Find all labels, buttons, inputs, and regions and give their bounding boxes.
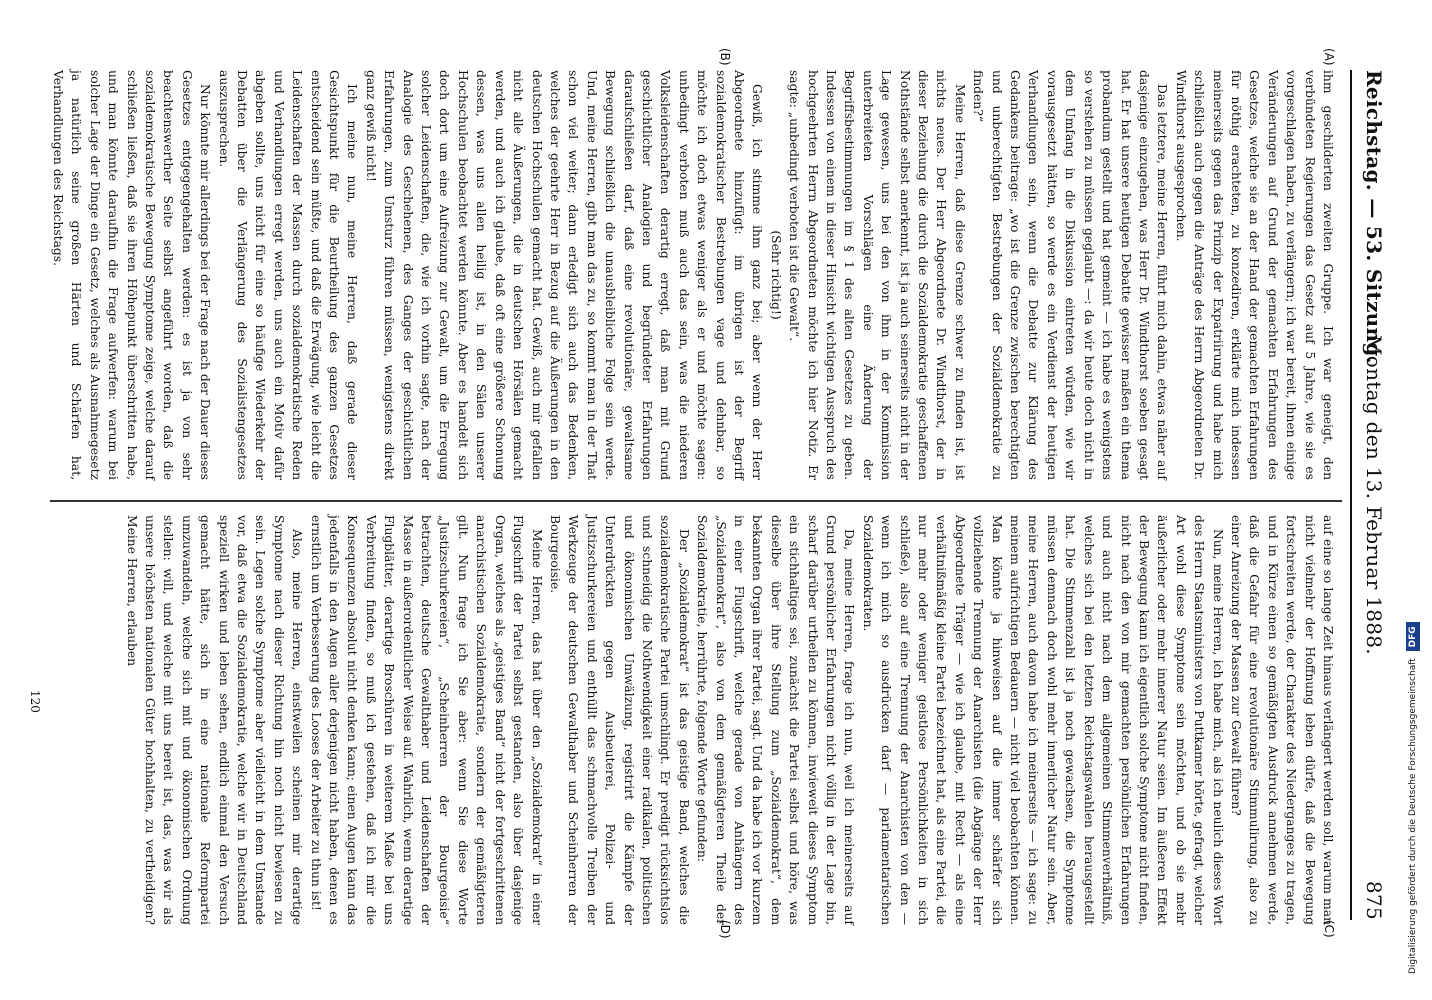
paragraph: Da, meine Herren, frage ich nun, weil ich meinerseits auf Grund persönlicher Erfahrungen nicht völlig in der Lage bin, scharf darüber urtheilen zu können, inwieweit dieses Symptom ein stichhaltiges sei, zunächst die Partei selbst und höre, was dieselbe über ihre Stellung zum „Sozialdemokrat“, dem bekannten Organ ihrer Partei, sagt. Und da habe ich vor kurzem in einer Flugschrift, welche gerade von Anhängern des „Sozialdemokrat“, also von dem gemäßigteren Theile der Sozialdemokratie, herrührte, folgende Worte gefunden: bbox=[695, 515, 857, 925]
margin-marker-c: (C) bbox=[1322, 920, 1336, 938]
paragraph: Ich meine nun, meine Herren, daß gerade dieser Gesichtspunkt für die Beurtheilung des ganzen Gesetzes entscheidend sein müßte, und daß die Erwägung, wie leicht die Leidenschaften der Massen durch sozialdemokratische Reden und Verhandlungen erregt werden, uns auch ein Motiv dafür abgeben sollte, uns nicht für eine so häufige Wiederkehr der Debatten über die Verlängerung des Sozialistengesetzes auszusprechen. bbox=[216, 70, 360, 480]
folio-number: 120 bbox=[28, 690, 42, 713]
margin-marker-d: (D) bbox=[718, 920, 732, 939]
left-column bbox=[49, 70, 1337, 480]
paragraph: ihm geschilderten zweiten Gruppe. Ich war geneigt, den verbündeten Regierungen das Gesetz auf 5 Jahre, wie sie es vorgeschlagen haben, zu verlängern; ich war bereit, ihnen einige Veränderungen auf Grund der gemachten Erfahrungen des Gesetzes, welche sie an der Hand der gemachten Erfahrungen für nöthig erachteten, zu konzediren, erklärte mich indessen meinerseits gegen das Prinzip der Expatriirung und habe mich schließlich auch gegen die Anträge des Herrn Abgeordneten Dr. Windthorst ausgesprochen. bbox=[1173, 70, 1335, 480]
paragraph: Gewiß, ich stimme ihm ganz bei; aber wenn der Herr Abgeordnete hinzufügt: im übrigen ist der Begriff sozialdemokratischer Bestrebungen vage und dehnbar, so möchte ich doch etwas weniger als er und möchte sagen: unbedingt verboten muß auch das sein, was die niederen Volksleidenschaften derartig erregt, daß man mit Grund geschichtlicher Analogien und begründeter Erfahrungen daraufschließen darf, daß eine revolutionäre, gewaltsame Bewegung schließlich die unausbleibliche Folge sein werde. Und, meine Herren, gibt man das zu, so kommt man in der That schon viel weiter; dann erledigt sich auch das Bedenken, welches der geehrte Herr in Bezug auf die Äußerungen in den deutschen Hochschulen gemacht hat. Gewiß, auch mir gefallen nicht alle Äußerungen, die in deutschen Hörsälen gemacht werden, und auch ich glaube, daß oft eine größere Schonung dessen, was uns allen heilig ist, in den Sälen unserer Hochschulen beobachtet werden könnte. Aber es handelt sich doch dort um eine Aufreizung zur Gewalt, um die Erregung solcher Leidenschaften, die, wie ich vorhin sagte, nach der Analogie des Geschehenen, des Ganges der geschichtlichen Erfahrungen, zum Umsturz führen müssen, wenigstens direkt ganz gewiß nicht! bbox=[363, 70, 765, 480]
page-header bbox=[1358, 70, 1392, 920]
digitization-note: Digitalisierung gefördert durch die Deutsche Forschungsgemeinschaft bbox=[1408, 658, 1418, 974]
header-session: Reichstag. — 53. Sitzung. bbox=[1362, 70, 1386, 364]
right-column bbox=[122, 515, 1337, 925]
interjection: (Sehr richtig!) bbox=[768, 230, 783, 320]
header-page-number: 875 bbox=[1362, 880, 1386, 920]
column-divider bbox=[50, 500, 1342, 502]
margin-marker-a: (A) bbox=[1322, 48, 1336, 66]
margin-marker-b: (B) bbox=[718, 48, 732, 66]
paragraph: auf eine so lange Zeit hinaus verlängert werden soll, warum man nicht vielmehr der Hoffnung leben dürfe, daß die Bewegung fortschreiten werde, der Charakter des Niederganges zu tragen, und in Kürze einen so gemäßigten Ausdruck annehmen werde, daß die Gefahr für eine revolutionäre Stimmulirung, also zu einer Anreizung der Massen zur Gewalt führen? bbox=[1228, 515, 1335, 925]
paragraph: Meine Herren, daß diese Grenze schwer zu finden ist, ist nichts neues. Der Herr Abgeordnete Dr. Windthorst, der in dieser Beziehung die durch die Sozialdemokratie geschaffenen Nothstände selbst anerkennt, ist ja auch seinerseits nicht in der Lage gewesen, uns bei den von ihm in der Kommission unterbreiteten Vorschlägen eine Änderung der Begriffsbestimmungen im § 1 des alten Gesetzes zu geben. Indessen von einem in dieser Hinsicht wichtigen Ausspruch des hochgeehrten Herrn Abgeordneten möchte ich hier Notiz. Er sagte: „unbedingt verboten ist die Gewalt“. bbox=[787, 70, 967, 480]
paragraph: Meine Herren, das hat über den „Sozialdemokrat“ in einer Flugschrift der Partei selbst gestanden, also über dasjenige Organ, welches als „geistiges Band“ nicht der fortgeschrittenen anarchistischen Sozialdemokratie, sondern der gemäßigteren gilt. Nun frage ich Sie aber: wenn Sie diese Worte „Justizschurkereien“, „Scheinherren der Bourgeoisie“ betrachten, deutsche Gewalthaber und Leidenschaften der Masse in außerordentlicher Weise auf. Wahrlich, wenn derartige Flugblätter, derartige Broschüren in weiterem Maße bei uns Verbreitung finden, so muß ich gestehen, daß ich mir die Konsequenzen absolut nicht denken kann; einen Augen kann das jedenfalls in den Augen aller derjenigen nicht haben, denen es ernstlich um Verbesserung des Looses der Arbeiter zu thun ist! bbox=[308, 515, 544, 925]
digitization-credit bbox=[1398, 20, 1428, 980]
quotation: Der „Sozialdemokrat“ ist das geistige Band, welches die sozialdemokratische Partei umschlingt. Er predigt rücksichtslos und schneidig die Nothwendigkeit einer radikalen, politischen und ökonomischen Umwälzung, registrirt die Kämpfe der Unterdrückten gegen Ausbeuterei, Polizei- und Justizschurkereien und enthüllt das schmachvolle Treiben der Werkzeuge der deutschen Gewalthaber und Scheinherren der Bourgeoisie. bbox=[547, 515, 691, 925]
paragraph: Also, meine Herren, einstweilen scheinen mir derartige Symptome nach dieser Richtung hin noch nicht bewiesen zu sein. Legen solche Symptome aber vielleicht in dem Umstande vor, daß etwa die Sozialdemokratie, welche wir in Deutschland speziell wirken und leben sehen, endlich einmal den Versuch gemacht hätte, sich in eine nationale Reformpartei umzuwandeln, welche sich mit und ökonomischen Ordnung stellen: will, und welche mit uns bereit ist, das, was wir als unsere höchsten nationalen Güter hochhalten, zu vertheidigen? Meine Herren, erlauben bbox=[124, 515, 305, 925]
paragraph: Das letztere, meine Herren, führt mich dahin, etwas näher auf dasjenige einzugehen, was Herr Dr. Windthorst soeben gesagt hat. Er hat unsere heutigen Debatte gewisser maßen ein thema probandum gestellt und hat gemeint — ich habe es wenigstens so verstehen zu müssen geglaubt —: da wir heute doch nicht in dem Umfang in die Diskussion eintreten würden, wie wir vorausgesetzt hätten, so werde es ein Verdienst der heutigen Verhandlungen sein, wenn die Debatte zur Klärung des Gedankens beitrage: „wo ist die Grenze zwischen berechtigten und unberechtigten Bestrebungen der Sozialdemokratie zu finden?“ bbox=[971, 70, 1170, 480]
header-date: Montag den 13. Februar 1888. bbox=[1362, 335, 1386, 655]
dfg-logo: DFG bbox=[1406, 622, 1420, 651]
paragraph: Nun, meine Herren, ich habe mich, als ich neulich dieses Wort des Herrn Staatsministers von Puttkamer hörte, gefragt, welcher Art wohl diese Symptome sein möchten, und ob sie mehr äußerlicher oder mehr innerer Natur seien. Im äußeren Effekt der Bewegung kann ich eigentlich solche Symptome nicht finden, nicht nach den von mir gemachten persönlichen Erfahrungen und auch nicht nach dem allgemeinen Stimmenverhältniß, welches sich bei den letzten Reichstagswahlen herausgestellt hat. Die Stimmenzahl ist ja noch gewachsen, die Symptome müssen demnach doch wohl mehr innerlicher Natur sein. Aber, meine Herren, auch davon habe ich meinerseits — ich sage: zu meinem aufrichtigen Bedauern — nicht viel beobachten können. Man könnte ja hinweisen auf die immer schärfer sich vollziehende Trennung der Anarchisten (die Abgänge der Herr Abgeordnete Träger — wie ich glaube, mit Recht — als eine verhältnißmäßig kleine Partei bezeichnet hat, als eine Partei, die nur mehr oder weniger geistlose Persönlichkeiten in sich schließe), also auf eine Trennung der Anarchisten von den — wenn ich mich so ausdrücken darf — parlamentarischen Sozialdemokraten. bbox=[860, 515, 1225, 925]
header-rule bbox=[1350, 70, 1352, 920]
paragraph: Nur könnte mir allerdings bei der Frage nach der Dauer dieses Gesetzes entgegengehalten werden: es ist ja von sehr beachtenswerther Seite selbst angeführt worden, daß die sozialdemokratische Bewegung Symptome zeige, welche darauf schließen ließen, daß sie ihren Höhepunkt überschritten habe, und man könnte daraufhin die Frage aufwerfen: warum bei solcher Lage der Dinge ein Gesetz, welches als Ausnahmegesetz ja natürlich seine großen Härten und Schärfen hat, Verhandlungen des Reichstags. bbox=[50, 70, 213, 480]
